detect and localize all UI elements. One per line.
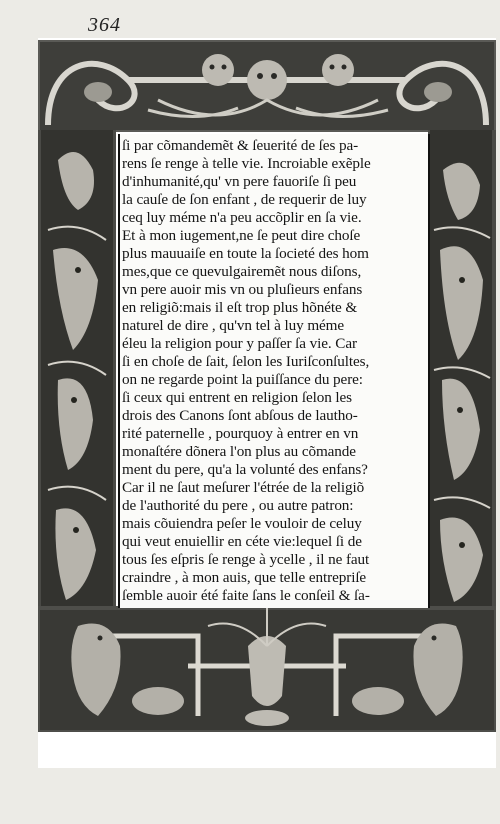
text-line: tous ſes eſpris ſe renge à ycelle , il ne faut: [122, 551, 370, 568]
text-line: rens ſe renge à telle vie. Incroiable exẽple: [122, 155, 371, 172]
text-line: qui veut enuiellir en céte vie:lequel ſi de: [122, 533, 362, 550]
text-line: ſi par cõmandemẽt & ſeuerité de ſes pa-: [122, 137, 359, 154]
text-line: Car il ne ſaut meſurer l'étrée de la religiõ: [122, 479, 365, 496]
text-line: craindre , à mon auis, que telle entrepriſe: [122, 569, 367, 586]
text-line: naturel de dire , qu'vn tel à luy méme: [122, 317, 345, 334]
text-line: rité paternelle , pourquoy à entrer en vn: [122, 425, 359, 442]
text-line: la cauſe de ſon enfant , de requerir de luy: [122, 191, 367, 208]
text-line: éleu la religion pour y paſſer ſa vie. Car: [122, 335, 357, 352]
text-line: en religiõ:mais il eſt trop plus hõnéte &: [122, 299, 358, 316]
text-line: ſi ceux qui entrent en religion ſelon les: [122, 389, 352, 406]
text-line: plus mauuaiſe en toute la ſocieté des hom: [122, 245, 369, 262]
text-line: Et à mon iugement,ne ſe peut dire choſe: [122, 227, 361, 244]
text-line: ceq luy méme n'a peu accõplir en ſa vie.: [122, 209, 362, 226]
text-line: ment du pere, qu'a la volunté des enfans?: [122, 461, 368, 478]
text-line: ſi en choſe de ſait, ſelon les Iuriſconſultes,: [122, 353, 370, 370]
text-line: mes,que ce quevulgairemẽt nous diſons,: [122, 263, 362, 280]
top-ornament-border: [38, 40, 496, 132]
left-ornament-border: [38, 130, 116, 610]
text-line: vn pere auoir mis vn ou pluſieurs enfans: [122, 281, 363, 298]
text-line: on ne regarde point la puiſſance du pere:: [122, 371, 363, 388]
text-line: drois des Canons ſont abſous de lautho-: [122, 407, 358, 424]
page-number: 364: [88, 14, 121, 36]
text-line: ſemble auoir été faite ſans le conſeil & ſa-: [122, 587, 370, 604]
text-line: monaſtére dõnera l'on plus au cõmande: [122, 443, 356, 460]
text-line: de l'authorité du pere , ou autre patron:: [122, 497, 354, 514]
bottom-ornament-border: [38, 606, 496, 766]
right-ornament-border: [428, 130, 496, 610]
text-line: d'inhumanité,qu' vn pere fauoriſe ſi peu: [122, 173, 357, 190]
text-line: mais cõuiendra peſer le vouloir de celuy: [122, 515, 362, 532]
